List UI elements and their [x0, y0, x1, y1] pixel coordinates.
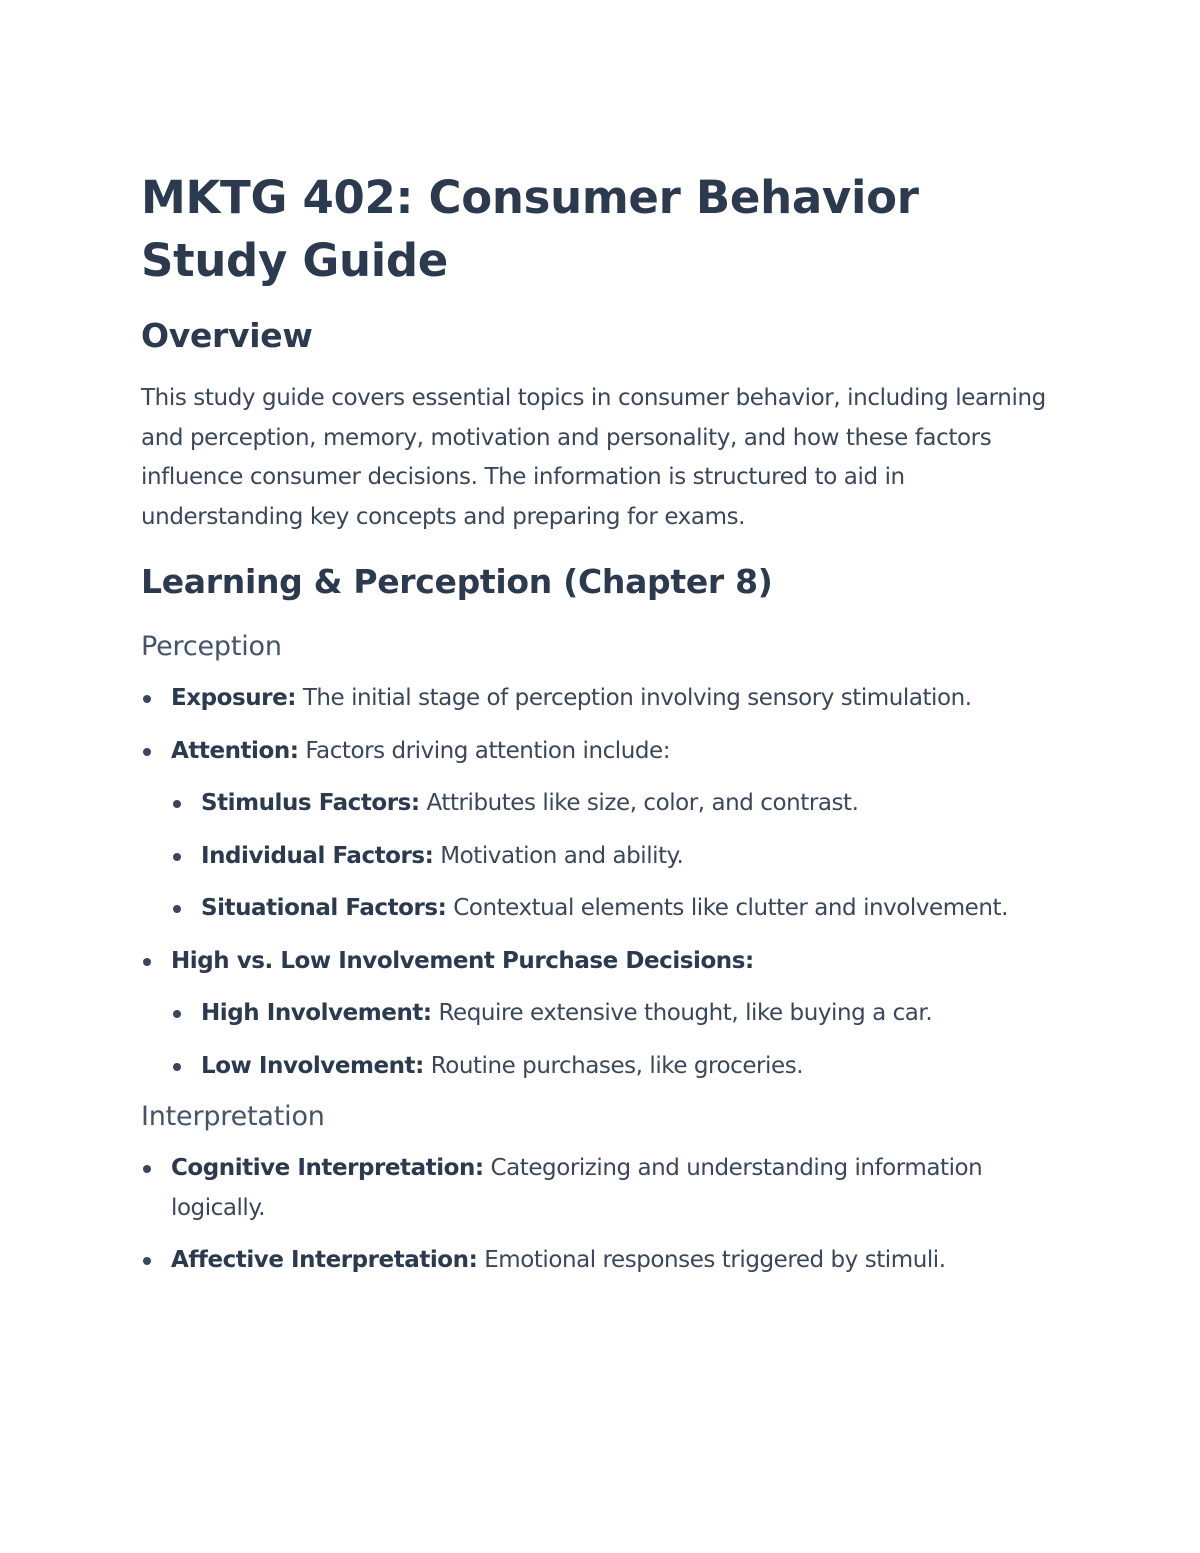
- term-description: Factors driving attention include:: [298, 737, 671, 764]
- overview-heading: Overview: [141, 316, 313, 355]
- term-description: The initial stage of perception involving sensory stimulation.: [295, 685, 972, 711]
- list-item-attention: [141, 732, 1071, 929]
- term-description: Emotional responses triggered by stimuli.: [477, 1247, 946, 1273]
- perception-heading: Perception: [141, 631, 282, 662]
- list-item-cognitive-interpretation: [141, 1149, 1071, 1228]
- attention-sublist: [171, 784, 1071, 929]
- list-item-stimulus-factors: [171, 784, 1071, 824]
- term-description: Routine purchases, like groceries.: [423, 1052, 804, 1079]
- term-description: Require extensive thought, like buying a car.: [431, 1000, 933, 1026]
- term-label: High vs. Low Involvement Purchase Decisions:: [171, 947, 754, 974]
- term-label: Exposure:: [171, 685, 296, 711]
- chapter-8-heading: Learning & Perception (Chapter 8): [141, 562, 773, 601]
- list-item-individual-factors: [171, 837, 1071, 877]
- overview-paragraph: This study guide covers essential topics in consumer behavior, including learning and perception, memory, motivation and personality, and how these factors influence consumer decisions. The information is structured to aid in understanding key concepts and preparing for exams.: [141, 385, 1046, 530]
- term-label: High Involvement:: [201, 1000, 432, 1026]
- list-item-high-involvement: [171, 994, 1071, 1034]
- term-label: Cognitive Interpretation:: [171, 1155, 484, 1181]
- term-label: Attention:: [171, 737, 299, 764]
- term-label: Low Involvement:: [201, 1052, 424, 1079]
- term-description: Attributes like size, color, and contrast.: [419, 790, 859, 816]
- term-description: Motivation and ability.: [433, 842, 684, 869]
- list-item-affective-interpretation: [141, 1241, 1071, 1281]
- interpretation-heading: Interpretation: [141, 1101, 325, 1132]
- document-title: MKTG 402: Consumer Behavior Study Guide: [141, 171, 919, 287]
- perception-list: [141, 679, 1071, 1086]
- document-page: [141, 166, 1071, 1281]
- interpretation-list: [141, 1149, 1071, 1281]
- list-item-situational-factors: [171, 889, 1071, 929]
- list-item-exposure: [141, 679, 1071, 719]
- term-label: Affective Interpretation:: [171, 1247, 478, 1273]
- list-item-involvement: [141, 942, 1071, 1087]
- term-label: Individual Factors:: [201, 842, 434, 869]
- term-label: Situational Factors:: [201, 895, 447, 921]
- term-description: Categorizing and understanding information logically.: [171, 1155, 983, 1221]
- term-description: Contextual elements like clutter and involvement.: [446, 895, 1008, 921]
- term-label: Stimulus Factors:: [201, 790, 420, 816]
- involvement-sublist: [171, 994, 1071, 1086]
- list-item-low-involvement: [171, 1047, 1071, 1087]
